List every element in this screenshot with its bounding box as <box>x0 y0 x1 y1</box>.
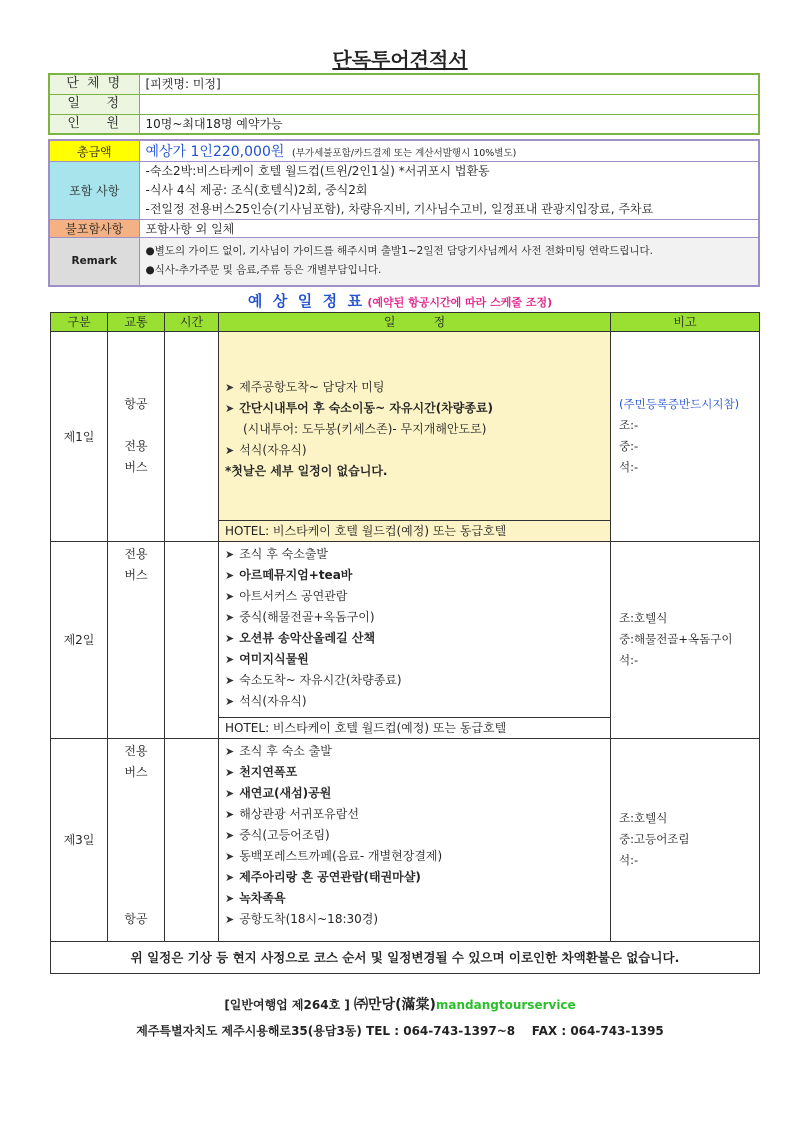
group-info-table <box>48 73 760 135</box>
itinerary-item <box>225 461 610 482</box>
day-label: 제1일 <box>51 331 108 541</box>
total-value: 예상가 1인220,000원 <box>145 144 285 160</box>
itinerary-text: 공항도착(18시~18:30경) <box>239 911 379 926</box>
arrow-bullet-icon: ➤ <box>225 694 235 708</box>
meal-note: 석:- <box>619 653 639 667</box>
company-address: 제주특별자치도 제주시용해로35(용담3동) TEL : 064-743-1397~8 FAX : 064-743-1395 <box>136 1023 664 1038</box>
arrow-bullet-icon: ➤ <box>225 631 235 645</box>
remarks-cell <box>611 331 760 541</box>
time-cell <box>165 331 219 541</box>
transport-item: 항공 <box>124 397 148 411</box>
itinerary-item <box>225 825 610 846</box>
itinerary-text: (시내투어: 도두봉(키세스존)- 무지개해안도로) <box>243 421 487 436</box>
time-cell <box>165 541 219 738</box>
itinerary-item <box>225 628 610 649</box>
arrow-bullet-icon: ➤ <box>225 610 235 624</box>
meal-note: 석:- <box>619 853 639 867</box>
excluded-label: 불포함사항 <box>49 220 139 238</box>
itinerary-item <box>225 762 610 783</box>
header-cell: 일 정 <box>219 312 611 331</box>
itinerary-item <box>225 670 610 691</box>
arrow-bullet-icon: ➤ <box>225 765 235 779</box>
arrow-bullet-icon: ➤ <box>225 547 235 561</box>
itinerary-text: 오션뷰 송악산올레길 산책 <box>239 630 376 645</box>
time-cell <box>165 738 219 941</box>
header-cell: 시간 <box>165 312 219 331</box>
transport-item <box>108 867 164 888</box>
arrow-bullet-icon: ➤ <box>225 849 235 863</box>
schedule-table <box>50 312 760 974</box>
remark-item: ●별도의 가이드 없이, 기사님이 가이드를 해주시며 출발1~2일전 담당기사님께서 사전 전화미팅 연락드립니다. <box>145 245 654 258</box>
company-brand: mandangtourservice <box>435 997 576 1012</box>
day-label: 제2일 <box>51 541 108 738</box>
included-item: -식사 4식 제공: 조식(호텔식)2회, 중식2회 <box>145 183 368 197</box>
included-item: -숙소2박:비스타케이 호텔 월드컵(트윈/2인1실) *서귀포시 법환동 <box>145 164 490 178</box>
itinerary-item <box>225 741 610 762</box>
meal-note: 조:- <box>619 418 639 432</box>
itinerary-text: 제주아리랑 혼 공연관람(태권마샬) <box>239 869 421 884</box>
info-label: 일 정 <box>49 94 139 114</box>
itinerary-text: *첫날은 세부 일정이 없습니다. <box>225 463 388 478</box>
included-label: 포함 사항 <box>49 162 139 220</box>
itinerary-text: 석식(자유식) <box>239 693 307 708</box>
meal-note: 조:호텔식 <box>619 811 668 825</box>
transport-item: 버스 <box>124 567 148 582</box>
day-row <box>51 331 760 541</box>
schedule-title: 예 상 일 정 표 <box>247 291 363 310</box>
schedule-footer-note: 위 일정은 기상 등 현지 사정으로 코스 순서 및 일정변경될 수 있으며 이로인한 차액환불은 없습니다. <box>51 941 760 973</box>
itinerary-text: 녹차족욕 <box>239 890 286 905</box>
itinerary-text: 제주공항도착~ 담당자 미팅 <box>239 379 385 394</box>
itinerary-text: 여미지식물원 <box>239 651 309 666</box>
itinerary-cell <box>219 738 611 941</box>
itinerary-text: 간단시내투어 후 숙소이동~ 자유시간(차량종료) <box>239 400 494 415</box>
itinerary-item <box>225 398 610 419</box>
itinerary-cell <box>219 331 611 541</box>
arrow-bullet-icon: ➤ <box>225 568 235 582</box>
hotel-info: HOTEL: 비스타케이 호텔 월드컵(예정) 또는 동급호텔 <box>219 520 610 541</box>
header-cell: 교통 <box>108 312 165 331</box>
itinerary-text: 동백포레스트까페(음료- 개별현장결제) <box>239 848 443 863</box>
itinerary-text: 해상관광 서귀포유람선 <box>239 806 359 821</box>
schedule-note: (예약된 항공시간에 따라 스케줄 조정) <box>367 295 553 309</box>
hotel-info: HOTEL: 비스타케이 호텔 월드컵(예정) 또는 동급호텔 <box>219 717 610 738</box>
price-table <box>48 139 760 287</box>
arrow-bullet-icon: ➤ <box>225 443 235 457</box>
remarks-cell <box>611 541 760 738</box>
header-cell: 비고 <box>611 312 760 331</box>
itinerary-item <box>225 586 610 607</box>
transport-item <box>108 846 164 867</box>
meal-note: 중:- <box>619 439 639 453</box>
itinerary-item <box>225 909 610 930</box>
arrow-bullet-icon: ➤ <box>225 401 235 415</box>
info-label: 인 원 <box>49 114 139 134</box>
transport-item: 전용 <box>124 743 148 758</box>
itinerary-text: 중식(해물전골+옥돔구이) <box>239 609 375 624</box>
schedule-heading <box>0 290 800 312</box>
transport-item <box>108 825 164 846</box>
itinerary-item <box>225 544 610 565</box>
info-row <box>49 94 759 114</box>
day-label: 제3일 <box>51 738 108 941</box>
arrow-bullet-icon: ➤ <box>225 589 235 603</box>
document-title: 단독투어견적서 <box>332 48 468 72</box>
day-row <box>51 541 760 738</box>
transport-cell <box>108 541 165 738</box>
itinerary-item <box>225 649 610 670</box>
itinerary-text: 천지연폭포 <box>239 764 298 779</box>
arrow-bullet-icon: ➤ <box>225 870 235 884</box>
itinerary-item <box>225 846 610 867</box>
company-name: ㈜만당(滿棠) <box>354 996 436 1013</box>
itinerary-cell <box>219 541 611 738</box>
arrow-bullet-icon: ➤ <box>225 912 235 926</box>
transport-item <box>108 783 164 804</box>
itinerary-text: 아르떼뮤지엄+tea바 <box>239 567 353 582</box>
header-cell: 구분 <box>51 312 108 331</box>
info-label: 단 체 명 <box>49 74 139 94</box>
transport-item: 버스 <box>124 764 148 779</box>
itinerary-item <box>225 419 610 440</box>
day-row <box>51 738 760 941</box>
arrow-bullet-icon: ➤ <box>225 744 235 758</box>
transport-item: 항공 <box>124 911 148 926</box>
company-line <box>0 996 800 1014</box>
remarks-cell <box>611 738 760 941</box>
itinerary-item <box>225 888 610 909</box>
remark-item: ●식사-추가주문 및 음료,주류 등은 개별부담입니다. <box>145 264 382 277</box>
included-item: -전일정 전용버스25인승(기사님포함), 차량유지비, 기사님수고비, 일정표내 관광지입장료, 주차료 <box>145 202 654 216</box>
info-value: 10명~최대18명 예약가능 <box>139 114 759 134</box>
transport-cell <box>108 738 165 941</box>
meal-note: 중:고등어조림 <box>619 832 690 846</box>
itinerary-item <box>225 607 610 628</box>
license-number: [일반여행업 제264호 ] <box>224 997 350 1012</box>
info-row <box>49 74 759 94</box>
itinerary-text: 조식 후 숙소출발 <box>239 546 328 561</box>
meal-note: 석:- <box>619 460 639 474</box>
total-note: (부가세불포함/카드결제 또는 계산서발행시 10%별도) <box>292 148 517 159</box>
itinerary-text: 조식 후 숙소 출발 <box>239 743 332 758</box>
itinerary-item <box>225 377 610 398</box>
arrow-bullet-icon: ➤ <box>225 786 235 800</box>
transport-item <box>108 804 164 825</box>
itinerary-item <box>225 565 610 586</box>
itinerary-text: 숙소도착~ 자유시간(차량종료) <box>239 672 402 687</box>
total-label: 총금액 <box>49 140 139 162</box>
excluded-value: 포함사항 외 일체 <box>139 220 759 238</box>
itinerary-text: 석식(자유식) <box>239 442 307 457</box>
info-value <box>139 94 759 114</box>
meal-note: (주민등록증반드시지참) <box>619 397 740 411</box>
itinerary-item <box>225 783 610 804</box>
transport-item: 버스 <box>124 460 148 474</box>
itinerary-text: 새연교(새섬)공원 <box>239 785 332 800</box>
itinerary-item <box>225 440 610 461</box>
meal-note: 조:호텔식 <box>619 611 668 625</box>
itinerary-text: 아트서커스 공연관람 <box>239 588 348 603</box>
itinerary-item <box>225 804 610 825</box>
meal-note: 중:해물전골+옥돔구이 <box>619 632 733 646</box>
arrow-bullet-icon: ➤ <box>225 807 235 821</box>
document-body <box>0 139 800 1040</box>
transport-item <box>108 415 164 436</box>
arrow-bullet-icon: ➤ <box>225 828 235 842</box>
info-value: [피켓명: 미정] <box>139 74 759 94</box>
remark-label: Remark <box>49 238 139 286</box>
arrow-bullet-icon: ➤ <box>225 380 235 394</box>
transport-item: 전용 <box>124 546 148 561</box>
arrow-bullet-icon: ➤ <box>225 673 235 687</box>
transport-cell <box>108 331 165 541</box>
transport-item: 전용 <box>124 439 148 453</box>
itinerary-text: 중식(고등어조림) <box>239 827 330 842</box>
itinerary-item <box>225 691 610 712</box>
info-row <box>49 114 759 134</box>
itinerary-item <box>225 867 610 888</box>
arrow-bullet-icon: ➤ <box>225 652 235 666</box>
arrow-bullet-icon: ➤ <box>225 891 235 905</box>
transport-item <box>108 888 164 909</box>
